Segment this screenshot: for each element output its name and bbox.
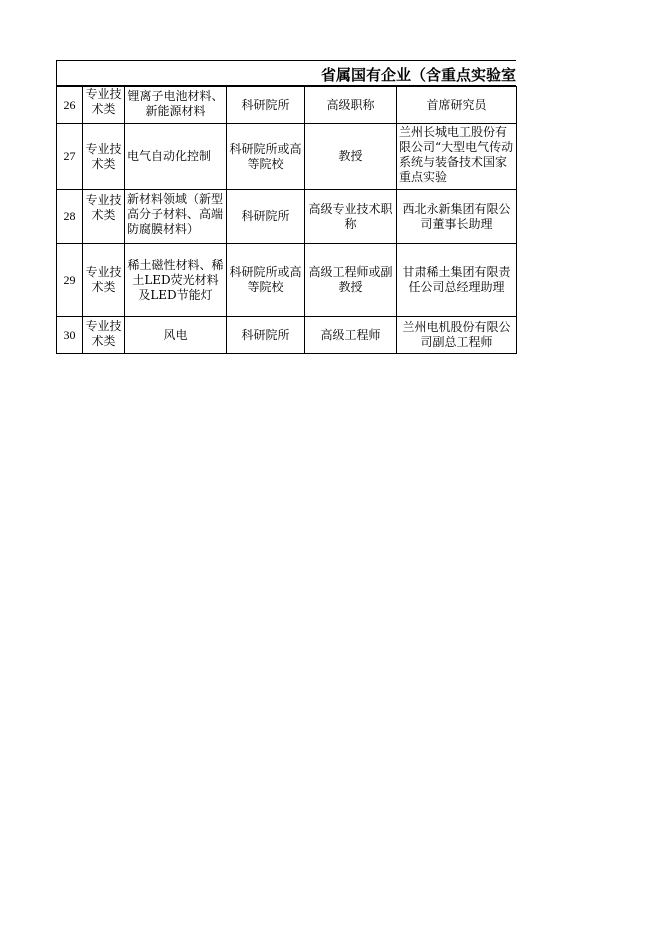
sheet-title: 省属国有企业（含重点实验室 [320, 66, 516, 84]
position-cell: 甘肃稀土集团有限责任公司总经理助理 [397, 244, 517, 317]
category-cell: 专业技术类 [83, 244, 125, 317]
category-cell: 专业技术类 [83, 317, 125, 354]
row-number: 26 [57, 87, 83, 124]
rank-cell: 高级职称 [305, 87, 397, 124]
unit-cell: 科研院所 [227, 190, 305, 244]
unit-cell: 科研院所 [227, 317, 305, 354]
field-cell: 电气自动化控制 [125, 124, 227, 190]
field-cell: 锂离子电池材料、新能源材料 [125, 87, 227, 124]
position-cell: 西北永新集团有限公司董事长助理 [397, 190, 517, 244]
table-row [57, 244, 517, 317]
table-row [57, 190, 517, 244]
position-cell: 兰州长城电工股份有限公司“大型电气传动系统与装备技术国家重点实验 [397, 124, 517, 190]
category-cell: 专业技术类 [83, 190, 125, 244]
rank-cell: 高级专业技术职称 [305, 190, 397, 244]
title-row [56, 60, 516, 86]
row-number: 29 [57, 244, 83, 317]
unit-cell: 科研院所或高等院校 [227, 124, 305, 190]
table-row [57, 317, 517, 354]
row-number: 28 [57, 190, 83, 244]
field-cell: 风电 [125, 317, 227, 354]
category-cell: 专业技术类 [83, 124, 125, 190]
rank-cell: 高级工程师或副教授 [305, 244, 397, 317]
positions-table [56, 86, 517, 354]
spreadsheet-page [56, 60, 516, 354]
table-row [57, 87, 517, 124]
unit-cell: 科研院所 [227, 87, 305, 124]
category-cell: 专业技术类 [83, 87, 125, 124]
unit-cell: 科研院所或高等院校 [227, 244, 305, 317]
table-row [57, 124, 517, 190]
row-number: 30 [57, 317, 83, 354]
rank-cell: 教授 [305, 124, 397, 190]
position-cell: 兰州电机股份有限公司副总工程师 [397, 317, 517, 354]
field-cell: 稀土磁性材料、稀土LED荧光材料及LED节能灯 [125, 244, 227, 317]
rank-cell: 高级工程师 [305, 317, 397, 354]
position-cell: 首席研究员 [397, 87, 517, 124]
field-cell: 新材料领域（新型高分子材料、高端防腐膜材料） [125, 190, 227, 244]
row-number: 27 [57, 124, 83, 190]
